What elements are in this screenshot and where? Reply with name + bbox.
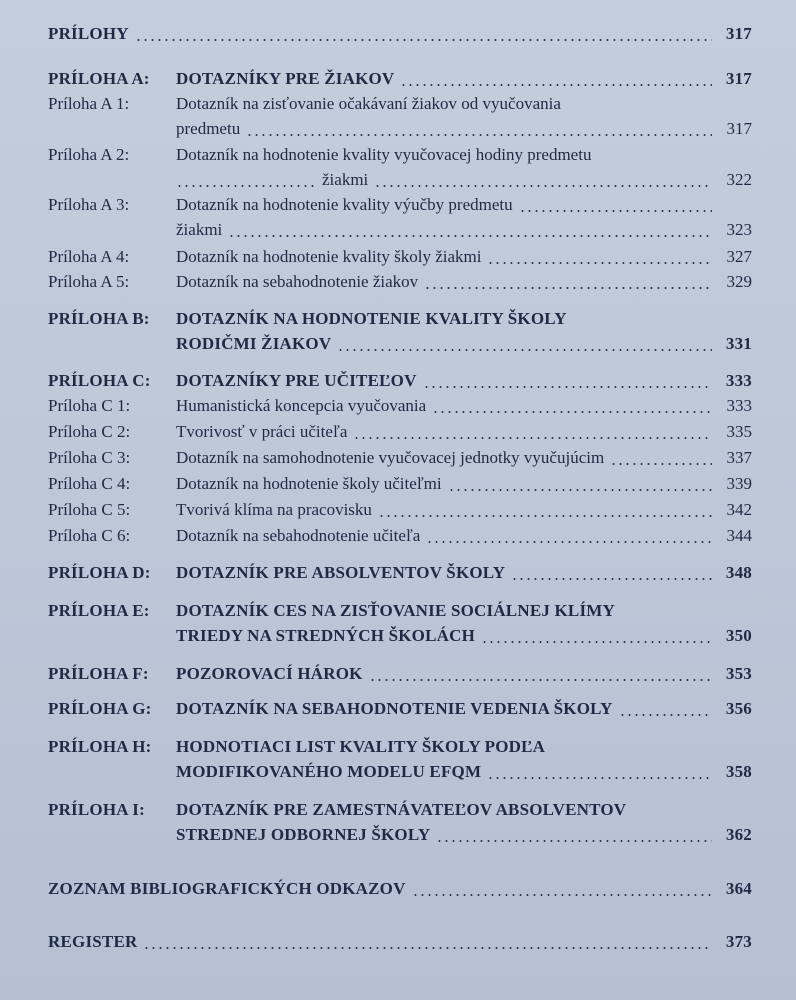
toc-entry-number: Príloha A 4:: [48, 247, 130, 266]
toc-entry-title: Dotazník na hodnotenie kvality školy žiakmi: [176, 247, 482, 266]
toc-entry: [0, 22, 796, 46]
toc-entry-page: 331: [725, 334, 752, 353]
toc-entry-title: TRIEDY NA STREDNÝCH ŠKOLÁCH: [176, 626, 476, 645]
toc-entry-number: ZOZNAM BIBLIOGRAFICKÝCH ODKAZOV: [48, 879, 406, 898]
toc-entry: [0, 168, 796, 192]
toc-entry-page: 317: [725, 69, 752, 88]
toc-entry-number: Príloha A 1:: [48, 94, 130, 113]
dot-leader: [412, 893, 712, 897]
dot-leader: [228, 234, 712, 238]
toc-entry-page: 350: [725, 626, 752, 645]
toc-entry-title: STREDNEJ ODBORNEJ ŠKOLY: [176, 825, 431, 844]
toc-entry-page: 335: [726, 422, 752, 441]
toc-entry-title: Tvorivosť v práci učiteľa: [176, 422, 348, 441]
toc-entry-page: 342: [726, 500, 752, 519]
toc-entry-page: 353: [725, 664, 752, 683]
dot-leader: [511, 577, 712, 581]
dot-leader: [423, 385, 712, 389]
toc-entry-number: PRÍLOHY: [48, 24, 129, 43]
dot-leader: [374, 184, 712, 188]
toc-entry-page: 358: [725, 762, 752, 781]
dot-leader: [400, 83, 712, 87]
toc-entry-page: 356: [725, 699, 752, 718]
toc-entry-number: PRÍLOHA A:: [48, 69, 150, 88]
toc-entry-title: DOTAZNÍK PRE ABSOLVENTOV ŠKOLY: [176, 563, 506, 582]
toc-entry-title: Tvorivá klíma na pracovisku: [176, 500, 372, 519]
toc-entry-number: PRÍLOHA G:: [48, 699, 152, 718]
dot-leader: [432, 410, 712, 414]
dot-leader: [448, 488, 712, 492]
toc-entry: [0, 193, 796, 217]
toc-entry: [0, 697, 796, 721]
toc-entry: [0, 735, 796, 759]
toc-entry-title: Dotazník na sebahodnotenie žiakov: [176, 272, 419, 291]
toc-entry: [0, 394, 796, 418]
toc-entry-number: Príloha C 1:: [48, 396, 131, 415]
toc-entry-page: 348: [725, 563, 752, 582]
toc-entry-page: 317: [726, 119, 752, 138]
toc-entry: [0, 143, 796, 167]
toc-entry-page: 344: [726, 526, 752, 545]
toc-entry: [0, 930, 796, 954]
toc-entry-title: DOTAZNÍKY PRE UČITEĽOV: [176, 371, 417, 390]
toc-entry: [0, 420, 796, 444]
dot-leader: [353, 436, 712, 440]
toc-entry-number: Príloha C 4:: [48, 474, 131, 493]
toc-entry-number: PRÍLOHA D:: [48, 563, 151, 582]
dot-leader: [487, 261, 712, 265]
toc-entry-number: Príloha A 2:: [48, 145, 130, 164]
toc-entry: [0, 307, 796, 331]
toc-entry-title: POZOROVACÍ HÁROK: [176, 664, 363, 683]
toc-entry: [0, 332, 796, 356]
toc-entry-title: RODIČMI ŽIAKOV: [176, 334, 332, 353]
dot-leader: [143, 946, 712, 950]
toc-entry: [0, 823, 796, 847]
toc-entry-number: PRÍLOHA H:: [48, 737, 152, 756]
toc-entry: [0, 117, 796, 141]
toc-entry: [0, 498, 796, 522]
dot-leader: [246, 133, 712, 137]
toc-entry: [0, 369, 796, 393]
toc-entry-page: 317: [725, 24, 752, 43]
toc-entry-title: DOTAZNÍK NA HODNOTENIE KVALITY ŠKOLY: [176, 309, 567, 328]
toc-entry-number: PRÍLOHA E:: [48, 601, 150, 620]
toc-entry: [0, 270, 796, 294]
toc-entry-title: Dotazník na zisťovanie očakávaní žiakov od vyučovania: [176, 94, 561, 113]
toc-entry-page: 323: [726, 220, 752, 239]
dot-leader: [369, 678, 712, 682]
toc-entry-number: Príloha C 3:: [48, 448, 131, 467]
toc-entry: [0, 662, 796, 686]
toc-entry-page: 333: [726, 396, 752, 415]
toc-entry-number: Príloha A 3:: [48, 195, 130, 214]
toc-entry-title: Dotazník na hodnotenie kvality vyučovacej hodiny predmetu: [176, 145, 592, 164]
toc-entry-page: 337: [726, 448, 752, 467]
dot-leader: [426, 540, 712, 544]
toc-entry: [0, 92, 796, 116]
toc-entry-title: Dotazník na sebahodnotenie učiteľa: [176, 526, 421, 545]
dot-leader: [436, 839, 712, 843]
toc-entry-title: Dotazník na hodnotenie školy učiteľmi: [176, 474, 442, 493]
toc-entry-title: Humanistická koncepcia vyučovania: [176, 396, 427, 415]
toc-entry-page: 364: [725, 879, 752, 898]
toc-entry-page: 329: [726, 272, 752, 291]
toc-entry-number: Príloha C 6:: [48, 526, 131, 545]
toc-entry-number: Príloha C 5:: [48, 500, 131, 519]
toc-entry-number: PRÍLOHA C:: [48, 371, 151, 390]
dot-leader: [135, 38, 712, 42]
toc-entry: [0, 877, 796, 901]
dot-leader: [378, 514, 712, 518]
dot-leader: [424, 286, 712, 290]
toc-entry-title: DOTAZNÍK NA SEBAHODNOTENIE VEDENIA ŠKOLY: [176, 699, 613, 718]
dot-leader: [619, 713, 712, 717]
toc-entry: [0, 599, 796, 623]
dot-leader: [176, 184, 316, 188]
toc-entry-number: PRÍLOHA I:: [48, 800, 145, 819]
toc-entry-number: REGISTER: [48, 932, 138, 951]
toc-entry-number: Príloha A 5:: [48, 272, 130, 291]
toc-entry-title: DOTAZNÍK CES NA ZISŤOVANIE SOCIÁLNEJ KLÍMY: [176, 601, 616, 620]
toc-entry: [0, 624, 796, 648]
toc-entry-page: 333: [725, 371, 752, 390]
toc-entry-title: Dotazník na hodnotenie kvality výučby predmetu: [176, 195, 513, 214]
toc-entry-number: PRÍLOHA B:: [48, 309, 150, 328]
toc-entry-title: MODIFIKOVANÉHO MODELU EFQM: [176, 762, 482, 781]
toc-entry-title: DOTAZNÍK PRE ZAMESTNÁVATEĽOV ABSOLVENTOV: [176, 800, 627, 819]
toc-entry-number: Príloha C 2:: [48, 422, 131, 441]
toc-entry: [0, 446, 796, 470]
toc-entry: [0, 760, 796, 784]
dot-leader: [519, 209, 712, 213]
toc-entry: [0, 245, 796, 269]
toc-entry-page: 322: [726, 170, 752, 189]
toc-entry-page: 373: [725, 932, 752, 951]
toc-entry-page: 339: [726, 474, 752, 493]
dot-leader: [481, 640, 712, 644]
toc-entry-title: DOTAZNÍKY PRE ŽIAKOV: [176, 69, 395, 88]
toc-entry-title: HODNOTIACI LIST KVALITY ŠKOLY PODĽA: [176, 737, 546, 756]
toc-entry: [0, 561, 796, 585]
toc-entry-page: 327: [726, 247, 752, 266]
toc-entry-title: žiakmi: [322, 170, 369, 189]
dot-leader: [610, 462, 712, 466]
toc-entry: [0, 67, 796, 91]
dot-leader: [337, 348, 712, 352]
toc-entry-title: Dotazník na samohodnotenie vyučovacej jednotky vyučujúcim: [176, 448, 605, 467]
dot-leader: [487, 776, 712, 780]
toc-entry-page: 362: [725, 825, 752, 844]
toc-entry-number: PRÍLOHA F:: [48, 664, 149, 683]
toc-entry: [0, 472, 796, 496]
toc-entry: [0, 798, 796, 822]
toc-entry-title: žiakmi: [176, 220, 223, 239]
toc-entry-title: predmetu: [176, 119, 241, 138]
toc-entry: [0, 218, 796, 242]
toc-entry: [0, 524, 796, 548]
